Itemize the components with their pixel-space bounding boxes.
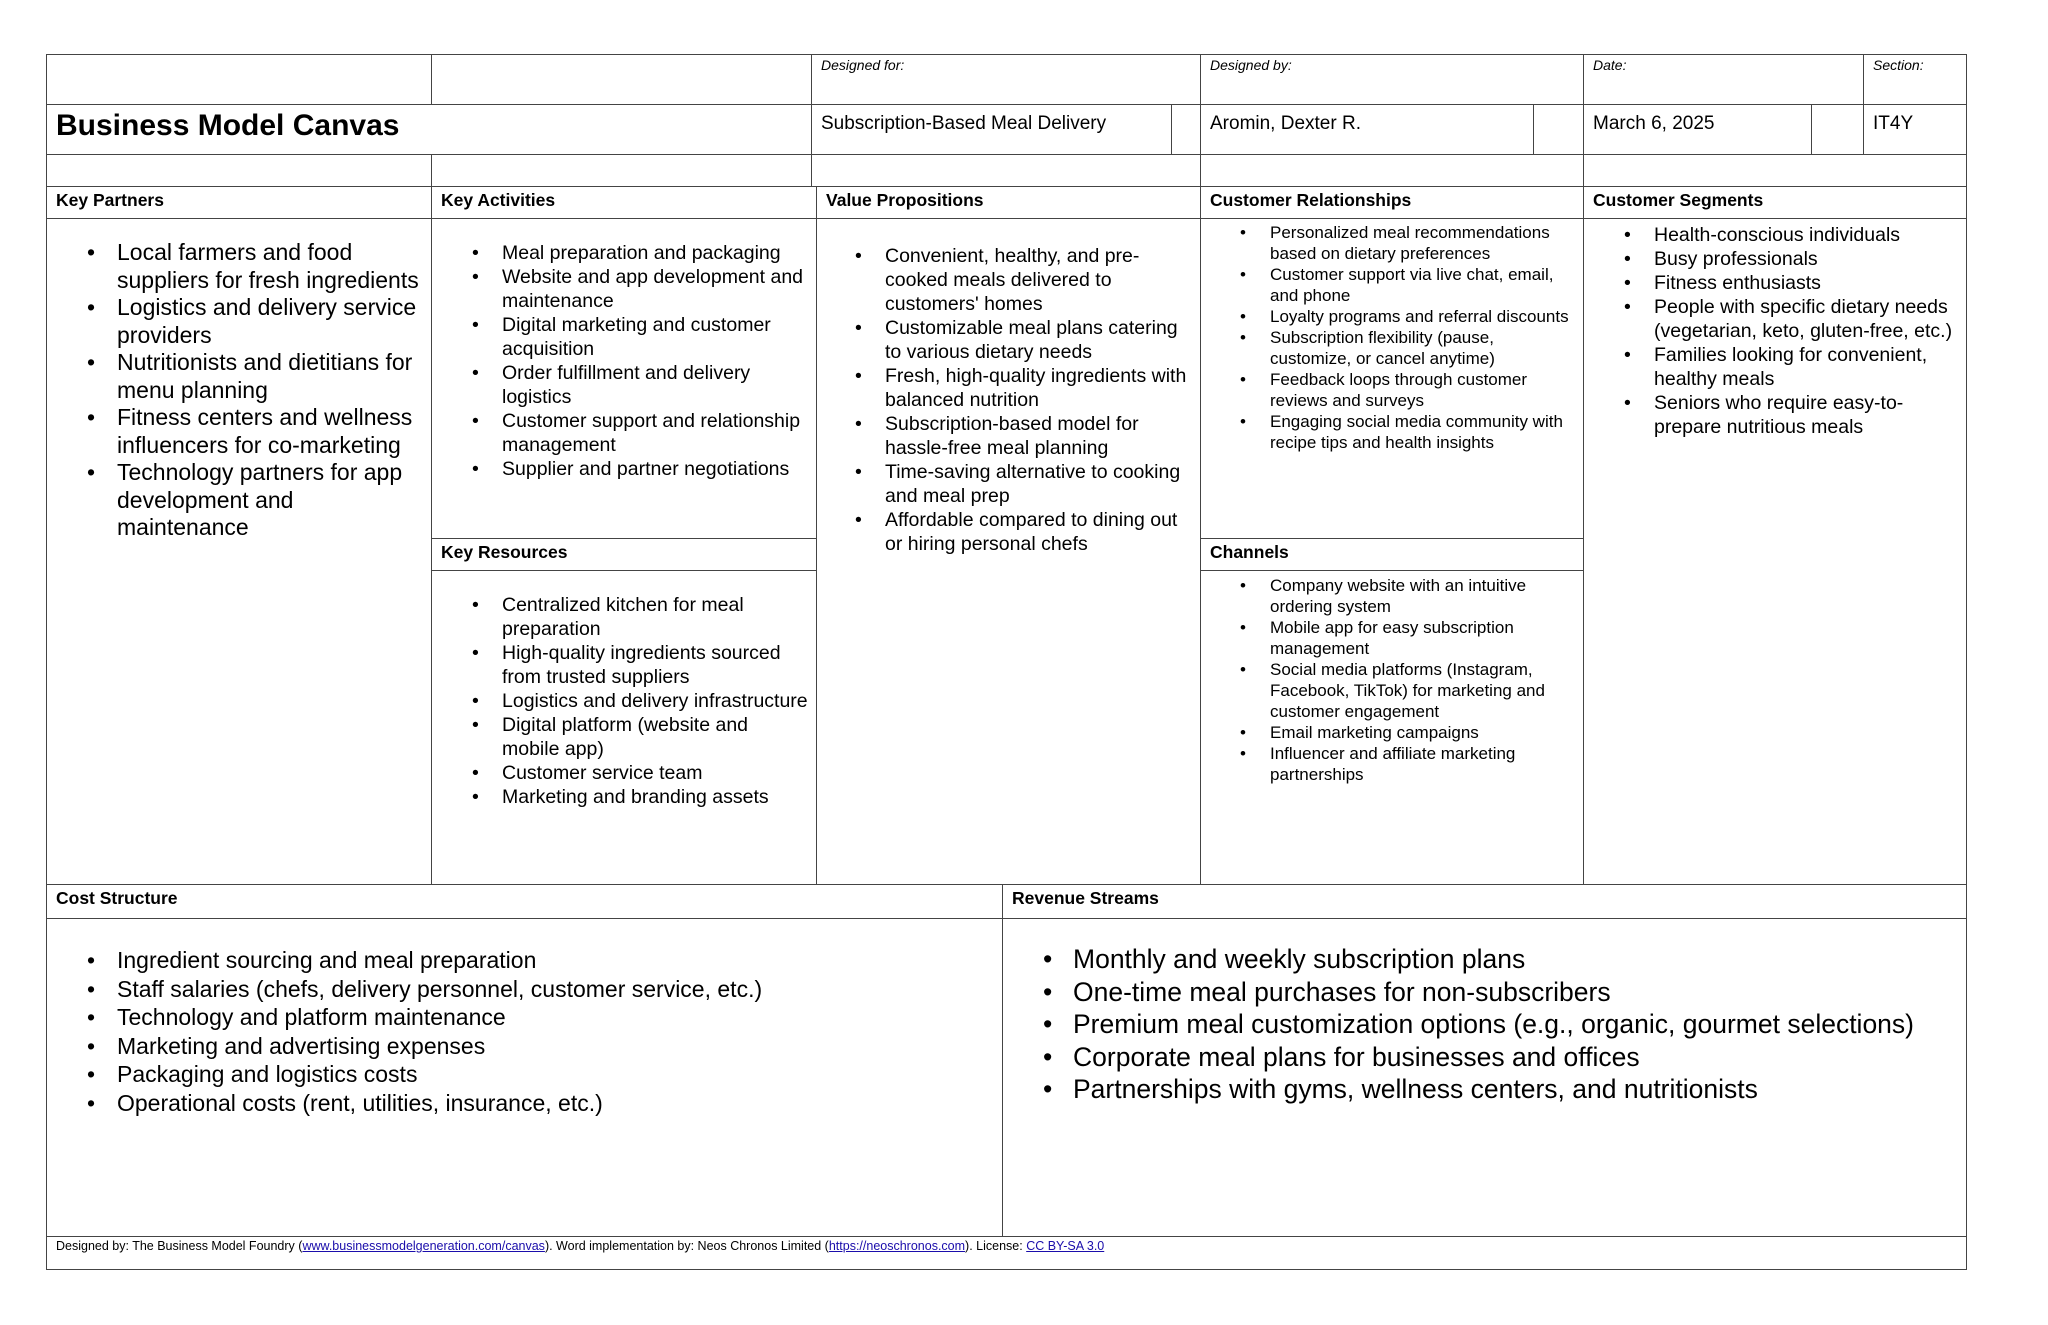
list-item: • Feedback loops through customer reviews and surveys xyxy=(1270,369,1579,411)
list-item: • Meal preparation and packaging xyxy=(502,241,808,265)
footer-middle2: ). License: xyxy=(965,1239,1027,1253)
list-item: • Digital platform (website and mobile app) xyxy=(502,713,808,761)
designed-for-spacer xyxy=(1172,105,1201,155)
business-model-canvas xyxy=(46,54,1967,1270)
date-label: Date: xyxy=(1584,55,1864,105)
cost-structure-list xyxy=(47,919,1002,1117)
key-activities-heading: Key Activities xyxy=(432,187,817,219)
customer-segments-block xyxy=(1584,219,1966,885)
channels-list xyxy=(1201,571,1583,785)
section-label: Section: xyxy=(1864,55,1966,105)
designed-by-spacer xyxy=(1534,105,1584,155)
list-item: • High-quality ingredients sourced from trusted suppliers xyxy=(502,641,808,689)
list-item: • Staff salaries (chefs, delivery personnel, customer service, etc.) xyxy=(117,975,994,1004)
spacer-4 xyxy=(1201,155,1584,187)
list-item: • Families looking for convenient, healthy meals xyxy=(1654,343,1962,391)
footer-middle: ). Word implementation by: Neos Chronos Limited ( xyxy=(544,1239,829,1253)
list-item: • Nutritionists and dietitians for menu planning xyxy=(117,349,423,404)
key-resources-heading: Key Resources xyxy=(432,539,817,571)
footer-link-license[interactable]: CC BY-SA 3.0 xyxy=(1026,1239,1105,1253)
list-item: • Local farmers and food suppliers for fresh ingredients xyxy=(117,239,423,294)
revenue-streams-list xyxy=(1003,919,1966,1106)
list-item: • Centralized kitchen for meal preparation xyxy=(502,593,808,641)
list-item: • Logistics and delivery service providers xyxy=(117,294,423,349)
list-item: • Customer support and relationship management xyxy=(502,409,808,457)
list-item: • Time-saving alternative to cooking and meal prep xyxy=(885,460,1194,508)
customer-relationships-block xyxy=(1201,219,1584,539)
list-item: • Order fulfillment and delivery logistics xyxy=(502,361,808,409)
page-title: Business Model Canvas xyxy=(47,105,812,155)
spacer-2 xyxy=(432,155,812,187)
list-item: • Subscription flexibility (pause, customize, or cancel anytime) xyxy=(1270,327,1579,369)
revenue-streams-heading: Revenue Streams xyxy=(1003,885,1966,919)
list-item: • Ingredient sourcing and meal preparation xyxy=(117,946,994,975)
list-item: • Convenient, healthy, and pre-cooked meals delivered to customers' homes xyxy=(885,244,1194,316)
designed-for-value: Subscription-Based Meal Delivery xyxy=(812,105,1172,155)
footer-link-canvas[interactable]: www.businessmodelgeneration.com/canvas xyxy=(302,1239,545,1253)
list-item: • Fitness enthusiasts xyxy=(1654,271,1962,295)
list-item: • Premium meal customization options (e.g., organic, gourmet selections) xyxy=(1073,1008,1958,1041)
footer-link-neoschronos[interactable]: https://neoschronos.com xyxy=(828,1239,966,1253)
customer-relationships-heading: Customer Relationships xyxy=(1201,187,1584,219)
spacer-1 xyxy=(47,155,432,187)
key-activities-block xyxy=(432,219,817,539)
section-value: IT4Y xyxy=(1864,105,1966,155)
list-item: • Corporate meal plans for businesses and offices xyxy=(1073,1041,1958,1074)
date-spacer xyxy=(1812,105,1864,155)
list-item: • Customer support via live chat, email, and phone xyxy=(1270,264,1579,306)
list-item: • Fitness centers and wellness influencers for co-marketing xyxy=(117,404,423,459)
key-resources-block xyxy=(432,571,817,885)
designed-for-label: Designed for: xyxy=(812,55,1201,105)
revenue-streams-block xyxy=(1003,919,1966,1237)
list-item: • Technology and platform maintenance xyxy=(117,1003,994,1032)
list-item: • Supplier and partner negotiations xyxy=(502,457,808,481)
list-item: • Marketing and branding assets xyxy=(502,785,808,809)
key-partners-block xyxy=(47,219,432,885)
channels-heading: Channels xyxy=(1201,539,1584,571)
list-item: • Subscription-based model for hassle-free meal planning xyxy=(885,412,1194,460)
spacer-3 xyxy=(812,155,1201,187)
footer-credits xyxy=(47,1237,1965,1270)
list-item: • Website and app development and maintenance xyxy=(502,265,808,313)
list-item: • Mobile app for easy subscription management xyxy=(1270,617,1579,659)
customer-segments-heading: Customer Segments xyxy=(1584,187,1966,219)
date-value: March 6, 2025 xyxy=(1584,105,1812,155)
list-item: • Email marketing campaigns xyxy=(1270,722,1579,743)
list-item: • Social media platforms (Instagram, Facebook, TikTok) for marketing and customer engagement xyxy=(1270,659,1579,722)
list-item: • Affordable compared to dining out or hiring personal chefs xyxy=(885,508,1194,556)
list-item: • Engaging social media community with recipe tips and health insights xyxy=(1270,411,1579,453)
list-item: • Customer service team xyxy=(502,761,808,785)
list-item: • Busy professionals xyxy=(1654,247,1962,271)
footer-prefix: Designed by: The Business Model Foundry ( xyxy=(56,1239,303,1253)
list-item: • Loyalty programs and referral discounts xyxy=(1270,306,1579,327)
list-item: • Technology partners for app development and maintenance xyxy=(117,459,423,542)
designed-by-value: Aromin, Dexter R. xyxy=(1201,105,1534,155)
cost-structure-heading: Cost Structure xyxy=(47,885,1003,919)
value-propositions-heading: Value Propositions xyxy=(817,187,1201,219)
designed-by-label: Designed by: xyxy=(1201,55,1584,105)
list-item: • Personalized meal recommendations based on dietary preferences xyxy=(1270,222,1579,264)
key-partners-heading: Key Partners xyxy=(47,187,432,219)
customer-segments-list xyxy=(1584,219,1966,439)
list-item: • Health-conscious individuals xyxy=(1654,223,1962,247)
list-item: • Logistics and delivery infrastructure xyxy=(502,689,808,713)
list-item: • Digital marketing and customer acquisition xyxy=(502,313,808,361)
list-item: • Packaging and logistics costs xyxy=(117,1060,994,1089)
list-item: • People with specific dietary needs (vegetarian, keto, gluten-free, etc.) xyxy=(1654,295,1962,343)
spacer-5 xyxy=(1584,155,1966,187)
list-item: • Customizable meal plans catering to various dietary needs xyxy=(885,316,1194,364)
cost-structure-block xyxy=(47,919,1003,1237)
value-propositions-list xyxy=(817,219,1200,556)
customer-relationships-list xyxy=(1201,219,1583,453)
list-item: • Fresh, high-quality ingredients with balanced nutrition xyxy=(885,364,1194,412)
list-item: • Company website with an intuitive ordering system xyxy=(1270,575,1579,617)
list-item: • Partnerships with gyms, wellness centers, and nutritionists xyxy=(1073,1073,1958,1106)
list-item: • Marketing and advertising expenses xyxy=(117,1032,994,1061)
list-item: • Seniors who require easy-to-prepare nutritious meals xyxy=(1654,391,1962,439)
key-resources-list xyxy=(432,571,816,809)
key-activities-list xyxy=(432,219,816,481)
value-propositions-block xyxy=(817,219,1201,885)
list-item: • Influencer and affiliate marketing partnerships xyxy=(1270,743,1579,785)
header-blank-2 xyxy=(432,55,812,105)
channels-block xyxy=(1201,571,1584,885)
key-partners-list xyxy=(47,219,431,542)
list-item: • One-time meal purchases for non-subscribers xyxy=(1073,976,1958,1009)
list-item: • Monthly and weekly subscription plans xyxy=(1073,943,1958,976)
list-item: • Operational costs (rent, utilities, insurance, etc.) xyxy=(117,1089,994,1118)
header-blank-1 xyxy=(47,55,432,105)
